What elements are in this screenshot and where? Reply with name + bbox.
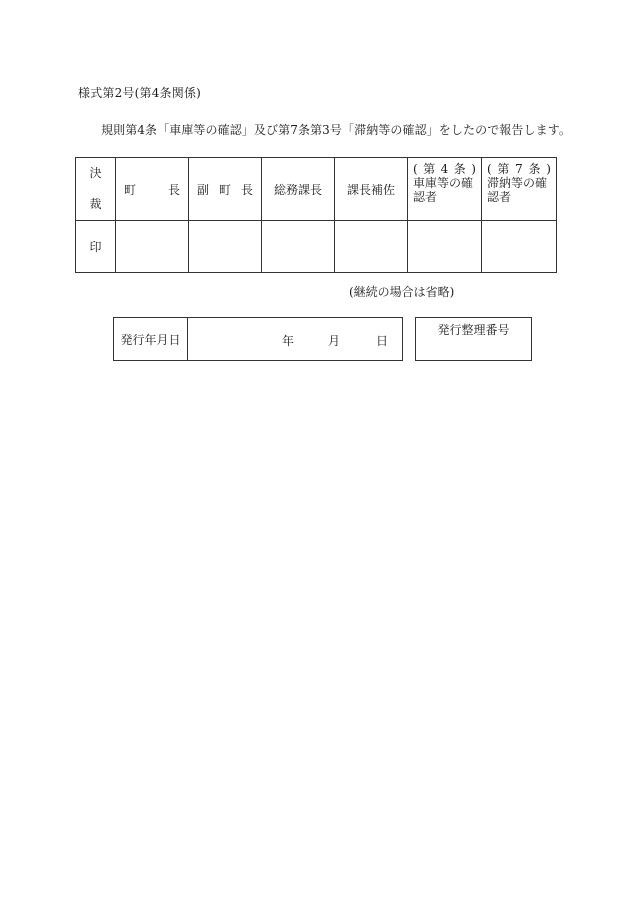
title-mayor: 町 長: [116, 158, 189, 221]
title-general-affairs: 総務課長: [262, 158, 335, 221]
issue-number-box[interactable]: [415, 317, 532, 361]
title-garage-check: ( 第 4 条 ) 車庫等の確 認者: [408, 158, 482, 221]
intro-text: 規則第4条「車庫等の確認」及び第7条第3号「滞納等の確認」をしたので報告します。: [101, 123, 571, 137]
stamp-box-arrears-check[interactable]: [482, 221, 557, 273]
day-label: 日: [376, 334, 389, 348]
month-label: 月: [328, 334, 341, 348]
issue-number-label: 発行整理番号: [437, 323, 510, 337]
stamp-box-assistant[interactable]: [335, 221, 408, 273]
stamp-box-garage-check[interactable]: [408, 221, 482, 273]
year-label: 年: [282, 334, 295, 348]
approval-table: [75, 157, 557, 273]
title-assistant: 課長補佐: [335, 158, 408, 221]
title-arrears-check: ( 第 7 条 ) 滞納等の確 認者: [482, 158, 557, 221]
omit-note: (継続の場合は省略): [349, 285, 455, 299]
issue-date-box: [113, 317, 403, 361]
title-deputy-mayor: 副 町 長: [189, 158, 262, 221]
form-label: 様式第2号(第4条関係): [78, 86, 202, 100]
stamp-box-general-affairs[interactable]: [262, 221, 335, 273]
kessai-header: 決 裁: [76, 158, 116, 221]
stamp-label: 印: [76, 221, 116, 273]
stamp-box-deputy-mayor[interactable]: [189, 221, 262, 273]
stamp-box-mayor[interactable]: [116, 221, 189, 273]
issue-date-label: 発行年月日: [114, 318, 188, 360]
